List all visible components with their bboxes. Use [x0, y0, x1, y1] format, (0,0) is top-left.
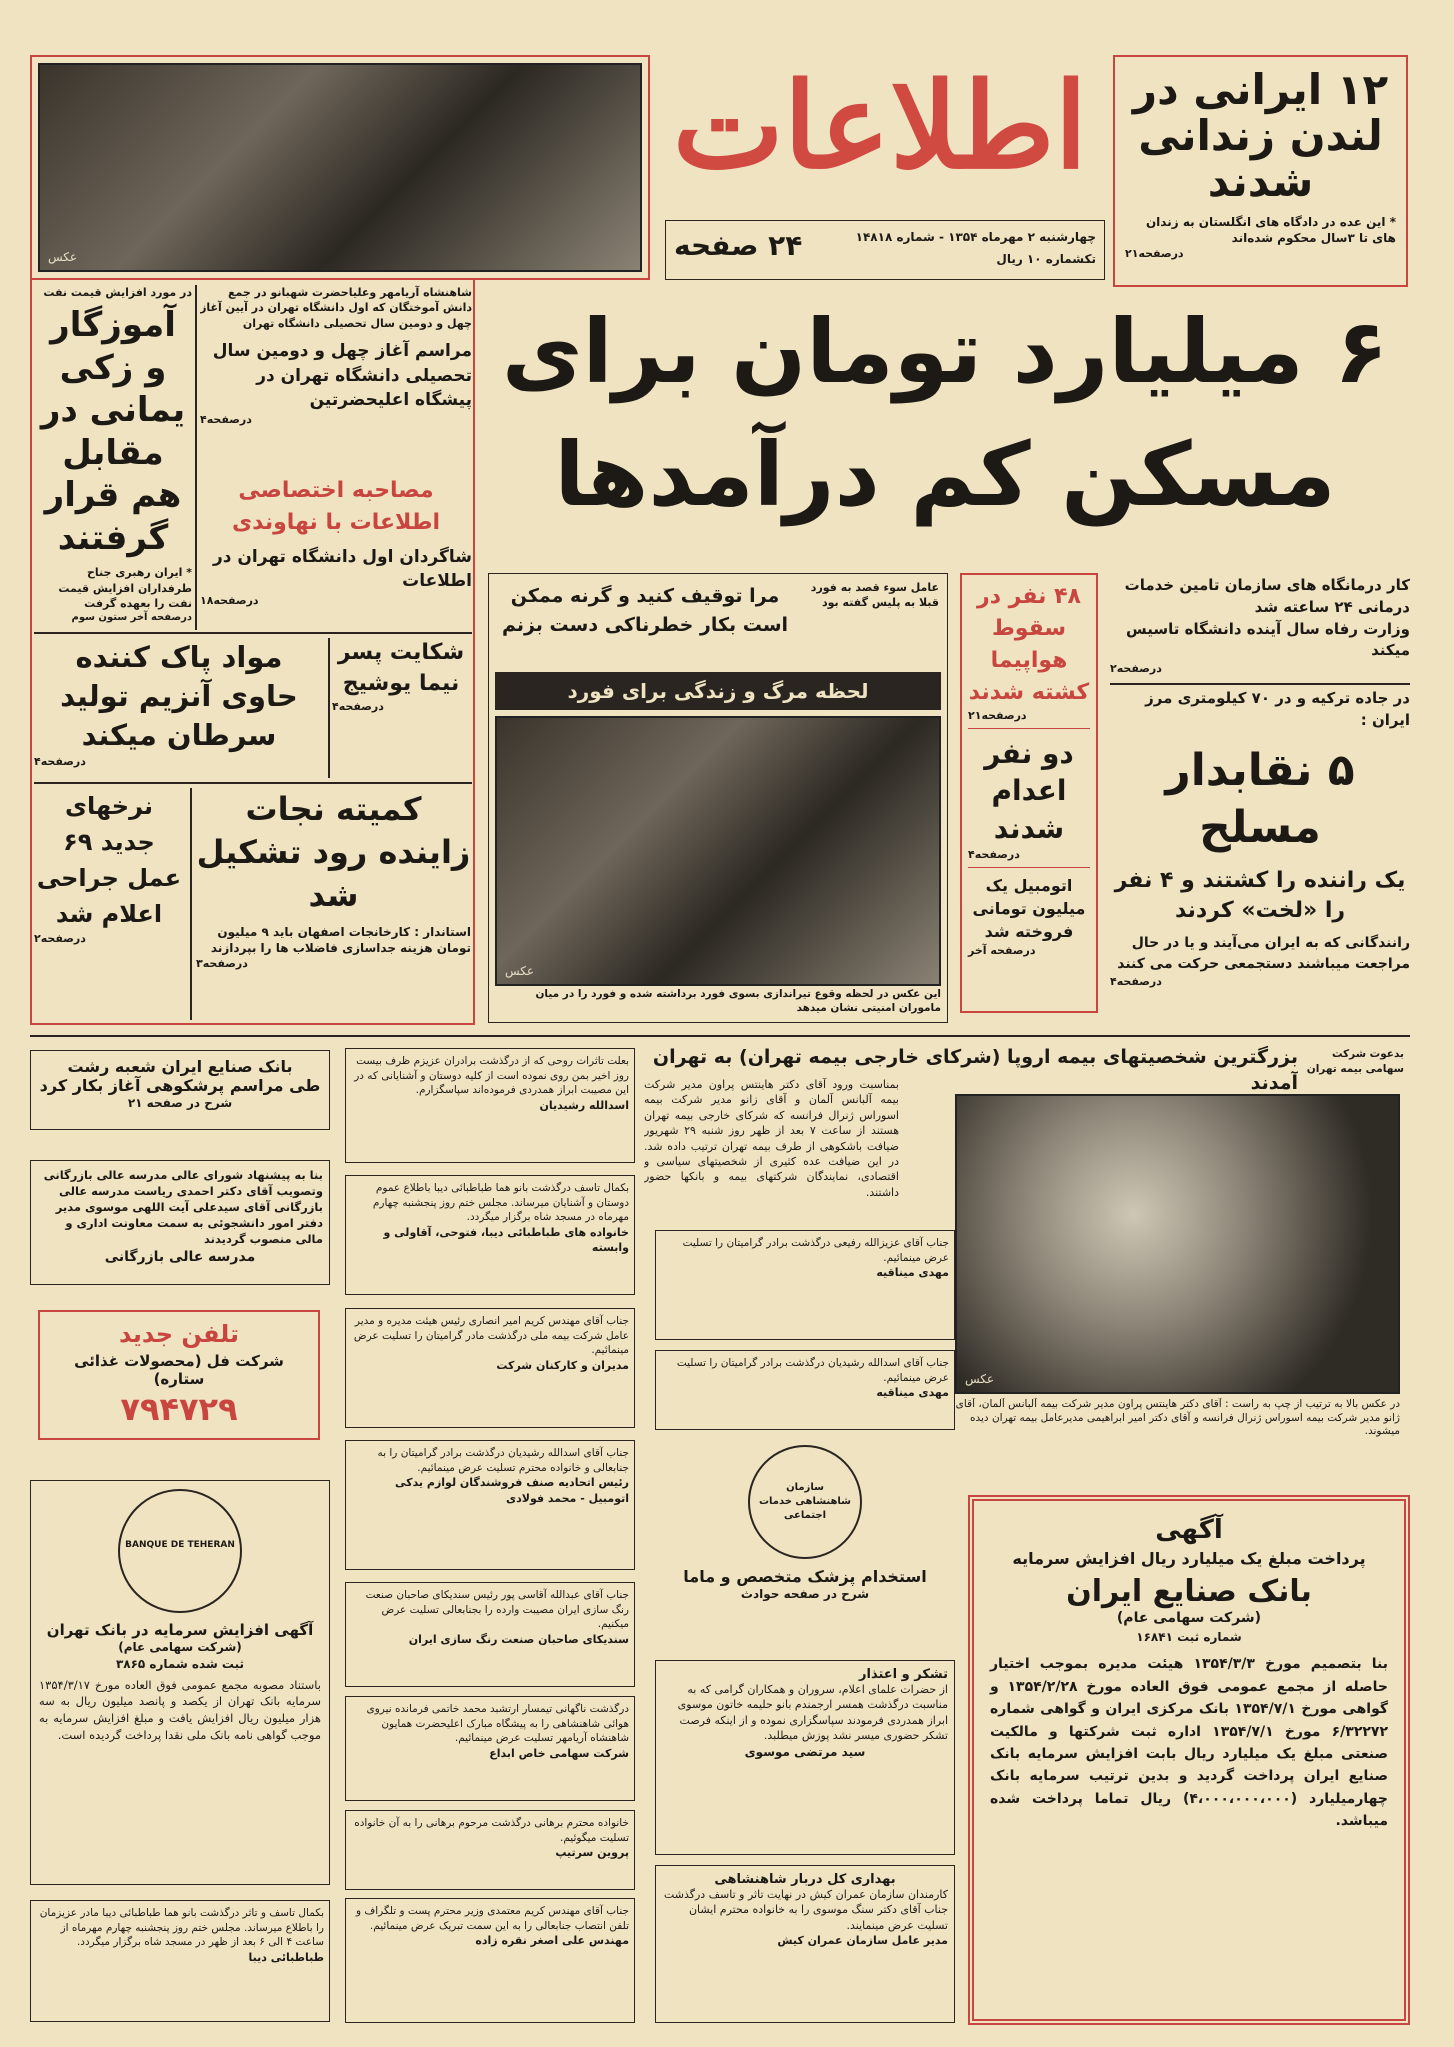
tehran-bank-title: آگهی افزایش سرمایه در بانک تهران	[46, 1621, 314, 1639]
turkey-body: رانندگانی که به ایران می‌آیند و یا در حال مراجعت میباشند دستجمعی حرکت می کنند	[1117, 935, 1410, 973]
phone-company: شرکت فل (محصولات غذائی ستاره)	[74, 1352, 284, 1388]
condolence-7-sign: پروین سرتیپ	[555, 1846, 629, 1860]
oil-ref: درصفحه آخر ستون سوم	[71, 611, 192, 623]
university-photo	[38, 63, 642, 272]
university-ref: درصفحه۴	[200, 413, 252, 427]
condolence-2-body: بکمال تاسف درگذشت بانو هما طباطبائی دیبا باطلاع عموم دوستان و آشنایان میرساند. مجلس ختم روز پنجشنبه چهارم مهرماه در مسجد شاه برگزار میگردد.	[372, 1182, 629, 1224]
zayandeh-headline: کمیته نجات زاینده رود تشکیل شد	[196, 790, 471, 915]
condolence-13-body: کارمندان سازمان عمران کیش در نهایت تاثر و تاسف درگذشت جناب آقای دکتر سنگ موسوی را به خانواده محترم ایشان تسلیت عرض مینمایند.	[663, 1888, 948, 1932]
condolence-11	[655, 1350, 955, 1430]
turkey-kicker: در جاده ترکیه و در ۷۰ کیلومتری مرز ایران :	[1145, 689, 1410, 729]
middle-red-box	[960, 573, 1098, 1013]
phone-number: ۷۹۴۷۲۹	[120, 1390, 238, 1428]
clinics-ref: درصفحه۲	[1110, 662, 1162, 675]
issue-box	[665, 220, 1105, 280]
sanaye-title: آگهی	[1155, 1515, 1223, 1545]
school-sign: مدرسه عالی بازرگانی	[104, 1249, 256, 1266]
tehran-bank-sub: (شرکت سهامی عام)	[118, 1640, 242, 1654]
ford-block	[488, 573, 948, 1023]
condolence-4-sign: رئیس اتحادیه صنف فروشندگان لوازم یدکی اتومبیل - محمد فولادی	[395, 1476, 629, 1505]
sanaye-body: بنا بتصمیم مورخ ۱۳۵۴/۳/۳ هیئت مدیره بموجب اختیار حاصله از مجمع عمومی فوق العاده مورخ ۱۳۵۴/۲/۲۸ و گواهی مورخ ۱۳۵۴/۷/۱ بانک مرکزی ایران و گواهی شماره ۶/۳۲۲۷۲ مورخ ۱۳۵۴/۷/۱ اداره ثبت شرکتها و مالکیت صنعتی مبلغ یک میلیارد ریال بابت افزایش سرمایه بانک صنایع ایران پرداخت گردید و بدین ترتیب سرمایه بانک چهارمیلیارد (۴،۰۰۰،۰۰۰،۰۰۰) ریال تماما پرداخت شده میباشد.	[990, 1656, 1389, 1830]
ad-sanaye	[968, 1495, 1410, 2025]
sanaye-line1: پرداخت مبلغ یک میلیارد ریال افزایش سرمایه	[1012, 1549, 1366, 1568]
condolence-10	[655, 1230, 955, 1340]
condolence-5-body: جناب آقای عبدالله آقاسی پور رئیس سندیکای صاحبان صنعت رنگ سازی ایران مصیبت وارده را بجنابعالی تسلیت عرض میکنیم.	[365, 1589, 629, 1631]
price: تکشماره ۱۰ ریال	[996, 252, 1096, 266]
school-body: بنا به پیشنهاد شورای عالی مدرسه عالی بازرگانی وتصویب آقای دکتر احمدی ریاست مدرسه عالی بازرگانی آقای سیدعلی آیت اللهی موسوی مدیر دفتر امور دانشجوئی به سمت معاونت اداری و مالی منصوب گردیدند	[43, 1168, 323, 1247]
condolence-12	[655, 1660, 955, 1855]
tehran-bank-body: باستناد مصوبه مجمع عمومی فوق العاده مورخ ۱۳۵۴/۳/۱۷ سرمایه بانک تهران از یکصد و پانصد میلیون ریال به سه هزار میلیون ریال افزایش یافت و مبلغ افزایش سرمایه به موجب گواهی نامه بانک ملی نقدا پرداخت گردیده است.	[39, 1677, 321, 1742]
condolence-12-sign: سید مرتضی موسوی	[744, 1744, 866, 1759]
condolence-4	[345, 1440, 635, 1570]
oil-sub: * ایران رهبری جناح طرفداران افزایش قیمت نفت را بعهده گرفت	[58, 566, 192, 611]
condolence-2-sign: خانواده های طباطبائی دیبا، فتوحی، آقاولی و وابسته	[383, 1226, 629, 1255]
condolence-3-sign: مدیران و کارکنان شرکت	[496, 1359, 629, 1373]
condolence-13-title: بهداری کل دربار شاهنشاهی	[714, 1872, 896, 1887]
turkey-block	[1110, 688, 1410, 1023]
photo-label: عکس	[48, 250, 78, 264]
ford-caption: این عکس در لحظه وقوع تیراندازی بسوی فورد برداشته شده و فورد را در میان ماموران امنیتی نشان میدهد	[535, 988, 941, 1014]
rasht-line2: طی مراسم پرشکوهی آغاز بکار کرد	[39, 1076, 321, 1095]
condolence-1-sign: اسدالله رشیدیان	[539, 1099, 629, 1113]
condolence-13	[655, 1865, 955, 2023]
sanaye-reg: شماره ثبت ۱۶۸۴۱	[1136, 1629, 1242, 1644]
hire-title: استخدام پزشک متخصص و ماما	[683, 1567, 927, 1586]
condolence-5	[345, 1582, 635, 1687]
ad-bank-rasht	[30, 1050, 330, 1130]
benzene-ref: درصفحه۴	[34, 755, 86, 769]
surgery-ref: درصفحه۲	[34, 932, 86, 945]
university-caption: شاهنشاه آریامهر وعلیاحضرت شهبانو در جمع دانش آموختگان که اول دانشگاه تهران در آیین آغاز چهل و دومین سال تحصیلی دانشگاه تهران	[200, 286, 472, 330]
condolence-9-body: بکمال تاسف و تاثر درگذشت بانو هما طباطبائی دیبا مادر عزیزمان را باطلاع میرساند. مجلس ختم روز پنجشنبه چهارم مهرماه از ساعت ۴ الی ۶ بعد از ظهر در مسجد شاه برگزار میگردد.	[39, 1907, 324, 1949]
complaint-block	[332, 638, 470, 778]
interview-block	[200, 475, 472, 620]
condolence-12-body: از حضرات علمای اعلام، سروران و همکاران گرامی که به مناسبت درگذشت همسر ارجمندم بانو حلیمه خاتون موسوی ابراز همدردی فرمودند سپاسگزاری نموده و از اینکه فرصت تشکر حضوری میسر نشد پوزش میطلبد.	[677, 1683, 948, 1743]
ad-tehran-bank	[30, 1480, 330, 1885]
condolence-7-body: خانواده محترم برهانی درگذشت مرحوم برهانی را به آن خانواده تسلیت میگوئیم.	[354, 1817, 629, 1844]
condolence-3	[345, 1308, 635, 1428]
car-ref: درصفحه آخر	[968, 943, 1036, 957]
zayandeh-block	[196, 788, 471, 1020]
benzene-block	[34, 638, 324, 778]
condolence-6	[345, 1696, 635, 1801]
interview-headline: مصاحبه اختصاصی اطلاعات با نهاوندی	[231, 478, 441, 535]
zayandeh-ref: درصفحه۳	[196, 957, 248, 971]
turkey-headline: ۵ نقابدار مسلح	[1165, 744, 1355, 853]
rasht-ref: شرح در صفحه ۲۱	[127, 1096, 233, 1110]
main-headline-line1: ۶ میلیارد تومان برای	[501, 300, 1389, 403]
condolence-9	[30, 1900, 330, 2022]
page-count: ۲۴ صفحه	[674, 229, 803, 262]
clinics-block	[1110, 575, 1410, 680]
main-headline	[480, 290, 1410, 570]
insurance-body: بمناسبت ورود آقای دکتر هاینتس پراون مدیر شرکت بیمه آلبانس آلمان و آقای زانو مدیر شرکت بیمه اسوراس ژنرال فرانسه که شرکای خارجی بیمه تهران هستند از ساعت ۷ بعد از ظهر روز شنبه ۲۹ شهریور ضیافت باشکوهی از طرف بیمه تهران ترتیب داده شد. در این ضیافت عده کثیری از شخصیتهای سیاسی و اقتصادی، نمایندگان شرکتهای بیمه و بانکها حضور داشتند.	[644, 1078, 899, 1199]
condolence-13-sign: مدیر عامل سازمان عمران کیش	[777, 1934, 948, 1948]
rasht-title: بانک صنایع ایران شعبه رشت	[67, 1057, 293, 1076]
box-iranians	[1113, 55, 1408, 287]
ford-photo	[495, 716, 941, 986]
execution-headline: دو نفر اعدام شدند	[984, 736, 1074, 846]
benzene-headline: مواد پاک کننده حاوی آنزیم تولید سرطان میکند	[60, 640, 298, 753]
newspaper-title: اطلاعات	[672, 56, 1088, 195]
social-services-emblem	[748, 1445, 862, 1559]
oil-kicker: در مورد افزایش قیمت نفت	[43, 286, 192, 299]
bank-emblem-text: BANQUE DE TEHERAN	[125, 1540, 235, 1550]
insurance-invite: بدعوت شرکت سهامی بیمه تهران	[1306, 1048, 1404, 1075]
masthead	[650, 55, 1110, 205]
interview-ref: درصفحه۱۸	[200, 594, 259, 608]
condolence-8-body: جناب آقای مهندس کریم معتمدی وزیر محترم پست و تلگراف و تلفن انتصاب جنابعالی را به این سمت تبریک عرض مینمائیم.	[355, 1905, 629, 1932]
condolence-4-body: جناب آقای اسدالله رشیدیان درگذشت برادر گرامیتان را به جنابعالی و خانواده محترم تسلیت عرض مینمائیم.	[377, 1447, 629, 1474]
condolence-8	[345, 1898, 635, 2023]
condolence-10-body: جناب آقای عزیزالله رفیعی درگذشت برادر گرامیتان را تسلیت عرض مینمائیم.	[682, 1237, 949, 1264]
condolence-11-sign: مهدی میناقیه	[876, 1386, 949, 1400]
insurance-headline: بزرگترین شخصیتهای بیمه اروپا (شرکای خارجی بیمه تهران) به تهران آمدند	[652, 1046, 1298, 1094]
tehran-bank-reg: ثبت شده شماره ۳۸۶۵	[115, 1656, 245, 1671]
university-headline: مراسم آغاز چهل و دومین سال تحصیلی دانشگاه تهران در پیشگاه اعلیحضرتین	[212, 341, 472, 411]
condolence-2	[345, 1175, 635, 1295]
ad-hire	[655, 1445, 955, 1650]
insurance-caption: در عکس بالا به ترتیب از چپ به راست : آقای دکتر هاینتس پراون مدیر شرکت بیمه آلبانس آلمان، آقای ژانو مدیر شرکت بیمه اسوراس ژنرال فرانسه و آقای دکتر امیر ابراهیمی مدیرعامل بیمه تهران دیده میشوند.	[955, 1398, 1400, 1438]
top-photo-frame	[30, 55, 650, 280]
bank-emblem	[118, 1489, 242, 1613]
clinics-b1: کار درمانگاه های سازمان تامین خدمات درمانی ۲۴ ساعته شد	[1124, 576, 1410, 616]
ford-bar: لحظه مرگ و زندگی برای فورد	[495, 672, 941, 710]
iranians-ref: درصفحه۲۱	[1125, 247, 1184, 261]
iranians-sub: * این عده در دادگاه های انگلستان به زندان های تا ۳سال محکوم شده‌اند	[1145, 214, 1396, 246]
university-block	[200, 285, 472, 470]
zayandeh-body: استاندار : کارخانجات اصفهان باید ۹ میلیون تومان هزینه جداسازی فاضلاب ها را بپردازند	[210, 924, 471, 956]
oil-headline: آموزگار و زکی یمانی در مقابل هم قرار گرفتند	[40, 305, 186, 558]
hire-emblem-text: سازمان شاهنشاهی خدمات اجتماعی	[758, 1482, 852, 1521]
sanaye-bank: بانک صنایع ایران	[1066, 1574, 1312, 1609]
turkey-sub: یک راننده را کشتند و ۴ نفر را «لخت» کردند	[1114, 867, 1406, 923]
condolence-1	[345, 1048, 635, 1163]
condolence-3-body: جناب آقای مهندس کریم امیر انصاری رئیس هیئت مدیره و مدیر عامل شرکت بیمه ملی درگذشت مادر گرامیتان را تسلیت عرض مینمائیم.	[353, 1315, 629, 1357]
ad-phone	[38, 1310, 320, 1440]
insurance-photo-label: عکس	[965, 1372, 995, 1386]
sanaye-type: (شرکت سهامی عام)	[1116, 1610, 1262, 1626]
interview-body: شاگردان اول دانشگاه تهران در اطلاعات	[212, 546, 472, 592]
turkey-ref: درصفحه۴	[1110, 975, 1162, 989]
condolence-6-sign: شرکت سهامی خاص ابداع	[489, 1747, 629, 1761]
dateline: چهارشنبه ۲ مهرماه ۱۳۵۴ - شماره ۱۴۸۱۸	[855, 230, 1096, 244]
condolence-9-sign: طباطبائی دیبا	[248, 1951, 324, 1965]
plane-headline: ۴۸ نفر در سقوط هواپیما کشته شدند	[968, 584, 1090, 705]
clinics-b2: وزارت رفاه سال آینده دانشگاه تاسیس میکند	[1126, 619, 1410, 660]
condolence-1-body: بعلت تاثرات روحی که از درگذشت برادران عزیزم ظرف بیست روز اخیر بمن روی نموده است از کلیه دوستان و آشنایانی که در این مصیبت ابراز همدردی فرموده‌اند سپاسگزارم.	[354, 1055, 629, 1097]
insurance-photo	[955, 1094, 1400, 1394]
phone-title: تلفن جدید	[118, 1320, 240, 1348]
ford-photo-label: عکس	[505, 964, 535, 978]
condolence-6-body: درگذشت ناگهانی تیمسار ارتشبد محمد خاتمی فرمانده نیروی هوائی شاهنشاهی را به پیشگاه مبارک اعلیحضرت همایون شاهنشاه آریامهر تسلیت عرض مینمائیم.	[366, 1703, 629, 1745]
condolence-8-sign: مهندس علی اصغر نقره زاده	[475, 1934, 629, 1948]
surgery-block	[34, 788, 184, 1020]
condolence-10-sign: مهدی میناقیه	[876, 1266, 949, 1280]
iranians-headline: ۱۲ ایرانی در لندن زندانی شدند	[1132, 65, 1389, 207]
complaint-headline: شکایت پسر نیما یوشیج	[337, 640, 465, 696]
ford-kicker: عامل سوء قصد به فورد قبلا به پلیس گفته بود	[810, 581, 939, 610]
car-headline: اتومبیل یک میلیون تومانی فروخته شد	[972, 875, 1086, 942]
ad-school	[30, 1160, 330, 1285]
condolence-11-body: جناب آقای اسدالله رشیدیان درگذشت برادر گرامیتان را تسلیت عرض مینمائیم.	[676, 1357, 949, 1384]
ford-headline: مرا توقیف کنید و گرنه ممکن است بکار خطرناکی دست بزنم	[501, 585, 789, 636]
main-headline-line2: مسکن کم درآمدها	[554, 423, 1336, 527]
oil-block	[34, 285, 192, 630]
condolence-12-title: تشکر و اعتذار	[859, 1667, 948, 1682]
complaint-ref: درصفحه۴	[332, 699, 384, 713]
condolence-5-sign: سندیکای صاحبان صنعت رنگ سازی ایران	[408, 1633, 629, 1647]
condolence-7	[345, 1810, 635, 1890]
execution-ref: درصفحه۴	[968, 847, 1020, 861]
surgery-headline: نرخهای جدید ۶۹ عمل جراحی اعلام شد	[36, 792, 182, 928]
hire-sub: شرح در صفحه حوادث	[740, 1587, 870, 1601]
plane-ref: درصفحه۲۱	[968, 708, 1027, 722]
